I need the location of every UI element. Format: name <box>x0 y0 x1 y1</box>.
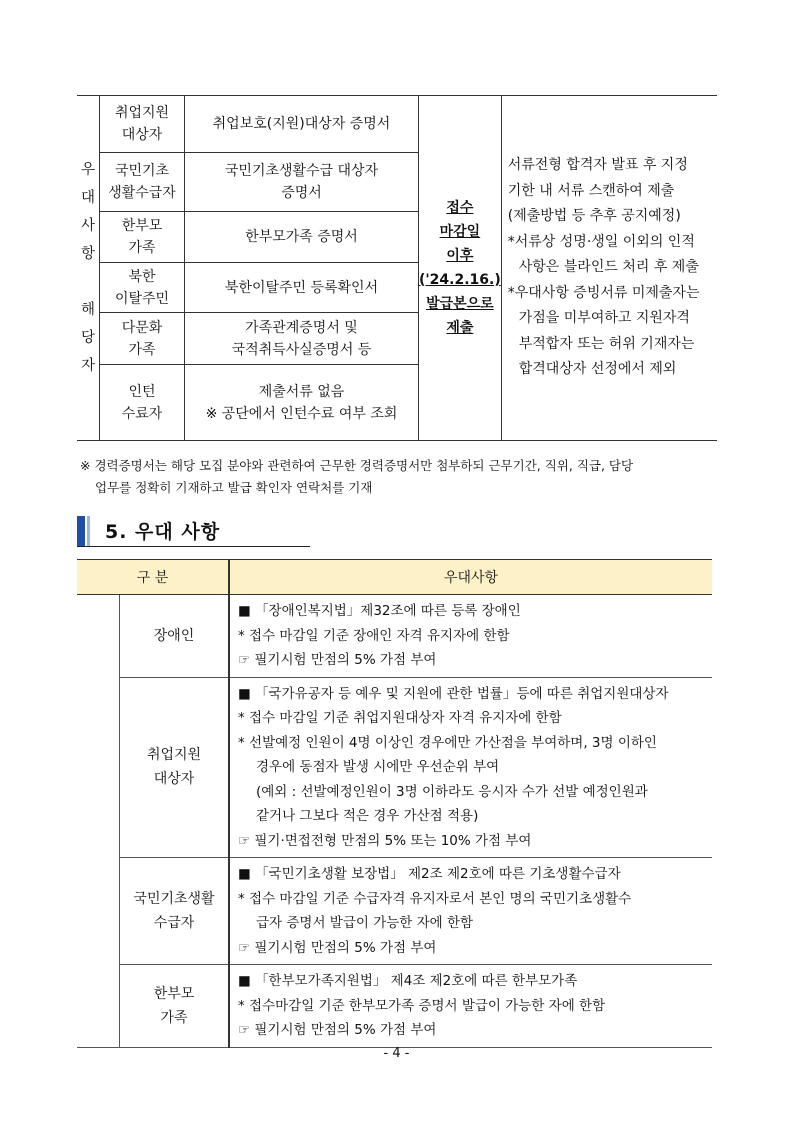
header-category: 구 분 <box>77 560 229 595</box>
row-doc: 가족관계증명서 및 국적취득사실증명서 등 <box>185 313 419 365</box>
row-body: ■ 「국민기초생활 보장법」 제2조 제2호에 따른 기초생활수급자 * 접수 마감일 기준 수급자격 유지자로서 본인 명의 국민기초생활수 급자 증명서 발급이 가능한 자에 한함 ☞ 필기시험 만점의 5% 가점 부여 <box>229 858 712 965</box>
row-body: ■ 「한부모가족지원법」 제4조 제2호에 따른 한부모가족 * 접수마감일 기준 한부모가족 증명서 발급이 가능한 자에 한함 ☞ 필기시험 만점의 5% 가점 부여 <box>229 965 712 1048</box>
row-doc: 취업보호(지원)대상자 증명서 <box>185 96 419 153</box>
row-name: 한부모 가족 <box>100 212 185 263</box>
row-name: 취업지원 대상자 <box>100 96 185 153</box>
row-name: 국민기초 생활수급자 <box>100 153 185 212</box>
row-name: 인턴 수료자 <box>100 365 185 441</box>
section-heading <box>77 516 310 547</box>
due-cell: 접수 마감일 이후 ('24.2.16.) 발급본으로 제출 <box>419 96 502 441</box>
notes-cell: 서류전형 합격자 발표 후 지정 기한 내 서류 스캔하여 제출 (제출방법 등 추후 공지예정) *서류상 성명·생일 이외의 인적 사항은 블라인드 처리 후 제출 *우대사항 증빙서류 미제출자는 가점을 미부여하고 지원자격 부적합자 또는 허위 기재자는 합격대상자 선정에서 제외 <box>501 96 717 441</box>
footnote: ※ 경력증명서는 해당 모집 분야와 관련하여 근무한 경력증명서만 첨부하되 근무기간, 직위, 직급, 담당 업무를 정확히 기재하고 발급 확인자 연락처를 기재 <box>80 458 634 495</box>
row-name: 장애인 <box>120 595 230 678</box>
row-name: 국민기초생활 수급자 <box>120 858 230 965</box>
category-cell: 우 대 사 항 해 당 자 <box>77 96 100 441</box>
row-doc: 제출서류 없음 ※ 공단에서 인턴수료 여부 조회 <box>185 365 419 441</box>
row-doc: 국민기초생활수급 대상자 증명서 <box>185 153 419 212</box>
section-title: 5. 우대 사항 <box>105 521 221 543</box>
row-doc: 북한이탈주민 등록확인서 <box>185 263 419 313</box>
heading-bar <box>77 516 85 546</box>
preference-table <box>77 559 712 1048</box>
row-name: 북한 이탈주민 <box>100 263 185 313</box>
row-body: ■ 「장애인복지법」제32조에 따른 등록 장애인 * 접수 마감일 기준 장애인 자격 유지자에 한함 ☞ 필기시험 만점의 5% 가점 부여 <box>229 595 712 678</box>
submission-documents-table <box>77 95 717 441</box>
heading-bar-accent <box>87 516 90 546</box>
row-body: ■ 「국가유공자 등 예우 및 지원에 관한 법률」등에 따른 취업지원대상자 * 접수 마감일 기준 취업지원대상자 자격 유지자에 한함 * 선발예정 인원이 4명 이상인 경우에만 가산점을 부여하며, 3명 이하인 경우에 동점자 발생 시에만 우선순위 부여 (예외 : 선발예정인원이 3명 이하라도 응시자 수가 선발 예정인원과 같거나 그보다 적은 경우 가산점 적용) ☞ 필기·면접전형 만점의 5% 또는 10% 가점 부여 <box>229 677 712 858</box>
header-preference: 우대사항 <box>229 560 712 595</box>
blank-cell <box>77 595 120 1048</box>
row-name: 취업지원 대상자 <box>120 677 230 858</box>
row-doc: 한부모가족 증명서 <box>185 212 419 263</box>
page-number: - 4 - <box>383 1046 410 1061</box>
row-name: 한부모 가족 <box>120 965 230 1048</box>
row-name: 다문화 가족 <box>100 313 185 365</box>
